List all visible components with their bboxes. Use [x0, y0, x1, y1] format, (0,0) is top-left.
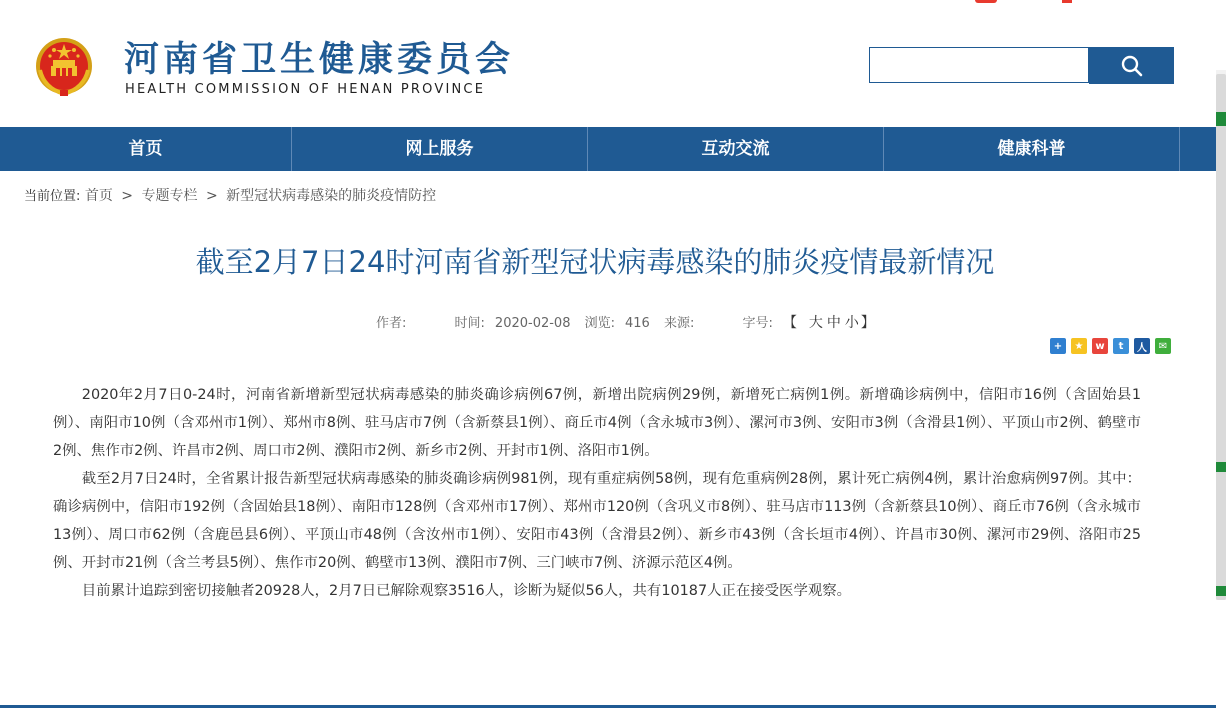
top-accent-mark-2 — [1062, 0, 1072, 3]
renren-icon[interactable]: 人 — [1134, 338, 1150, 354]
qzone-icon[interactable]: ★ — [1071, 338, 1087, 354]
site-subtitle: HEALTH COMMISSION OF HENAN PROVINCE — [125, 82, 486, 97]
article-title: 截至2月7日24时河南省新型冠状病毒感染的肺炎疫情最新情况 — [195, 245, 995, 279]
breadcrumb-epidemic-control[interactable]: 新型冠状病毒感染的肺炎疫情防控 — [226, 188, 437, 204]
article-body — [53, 381, 1141, 605]
search-input[interactable] — [869, 47, 1089, 83]
source-label: 来源: — [663, 316, 695, 331]
time-value: 2020-02-08 — [494, 316, 571, 331]
breadcrumb-separator: > — [121, 188, 134, 204]
nav-filler — [1180, 127, 1216, 171]
fontsize-medium-link[interactable]: 中 — [826, 315, 841, 331]
breadcrumb — [24, 185, 436, 205]
article-meta — [376, 312, 895, 332]
main-nav — [0, 127, 1216, 171]
breadcrumb-home[interactable]: 首页 — [84, 188, 113, 204]
scrollbar-marker — [1216, 112, 1226, 126]
breadcrumb-special-topics[interactable]: 专题专栏 — [141, 188, 198, 204]
time-label: 时间: — [454, 316, 485, 331]
national-emblem-logo — [34, 36, 94, 98]
share-plus-icon[interactable]: + — [1050, 338, 1066, 354]
fontsize-control — [743, 316, 885, 331]
wechat-icon[interactable]: ✉ — [1155, 338, 1171, 354]
article-paragraph: 2020年2月7日0-24时，河南省新增新型冠状病毒感染的肺炎确诊病例67例，新增出院病例29例，新增死亡病例1例。新增确诊病例中，信阳市16例（含固始县1例）、南阳市10例（含邓州市1例）、郑州市8例、驻马店市7例（含新蔡县1例）、商丘市4例（含永城市3例）、漯河市3例、安阳市3例（含滑县1例）、平顶山市2例、鹤壁市2例、焦作市2例、许昌市2例、周口市2例、濮阳市2例、新乡市2例、开封市1例、洛阳市1例。 — [53, 387, 1141, 459]
fontsize-small-link[interactable]: 小 — [844, 315, 859, 331]
fontsize-large-link[interactable]: 大 — [808, 315, 823, 331]
top-strip — [0, 0, 1226, 3]
breadcrumb-separator: > — [205, 188, 218, 204]
scrollbar-thumb[interactable] — [1216, 74, 1226, 600]
fontsize-bracket-open: 【 — [782, 315, 797, 331]
fontsize-bracket-close: 】 — [860, 315, 875, 331]
fontsize-label: 字号: — [742, 316, 773, 331]
nav-item-home[interactable]: 首页 — [0, 127, 292, 171]
breadcrumb-lead: 当前位置: — [24, 189, 81, 204]
weibo-icon[interactable]: w — [1092, 338, 1108, 354]
share-bar — [1050, 338, 1171, 354]
nav-item-health-science[interactable]: 健康科普 — [884, 127, 1180, 171]
search-icon — [1121, 55, 1143, 77]
site-title: 河南省卫生健康委员会 — [124, 40, 515, 80]
scrollbar-marker — [1216, 462, 1226, 472]
tencent-weibo-icon[interactable]: t — [1113, 338, 1129, 354]
article-paragraph: 目前累计追踪到密切接触者20928人，2月7日已解除观察3516人，诊断为疑似56人，共有10187人正在接受医学观察。 — [81, 583, 852, 599]
scrollbar-marker — [1216, 586, 1226, 596]
search-button[interactable] — [1089, 47, 1174, 84]
views-label: 浏览: — [584, 316, 616, 331]
nav-item-interaction[interactable]: 互动交流 — [588, 127, 884, 171]
article-paragraph: 截至2月7日24时，全省累计报告新型冠状病毒感染的肺炎确诊病例981例，现有重症病例58例，现有危重病例28例，累计死亡病例4例，累计治愈病例97例。其中：确诊病例中，信阳市192例（含固始县18例）、南阳市128例（含邓州市17例）、郑州市120例（含巩义市8例）、驻马店市113例（含新蔡县10例）、商丘市76例（含永城市13例）、周口市62例（含鹿邑县6例）、平顶山市48例（含汝州市1例）、安阳市43例（含滑县2例）、新乡市43例（含长垣市4例）、许昌市30例、漯河市29例、洛阳市25例、开封市21例（含兰考县5例）、焦作市20例、鹤壁市13例、濮阳市7例、三门峡市7例、济源示范区4例。 — [53, 471, 1141, 571]
footer-divider — [0, 705, 1216, 708]
top-accent-mark — [975, 0, 997, 3]
views-value: 416 — [625, 316, 650, 331]
nav-item-online-services[interactable]: 网上服务 — [292, 127, 588, 171]
author-label: 作者: — [376, 316, 407, 331]
